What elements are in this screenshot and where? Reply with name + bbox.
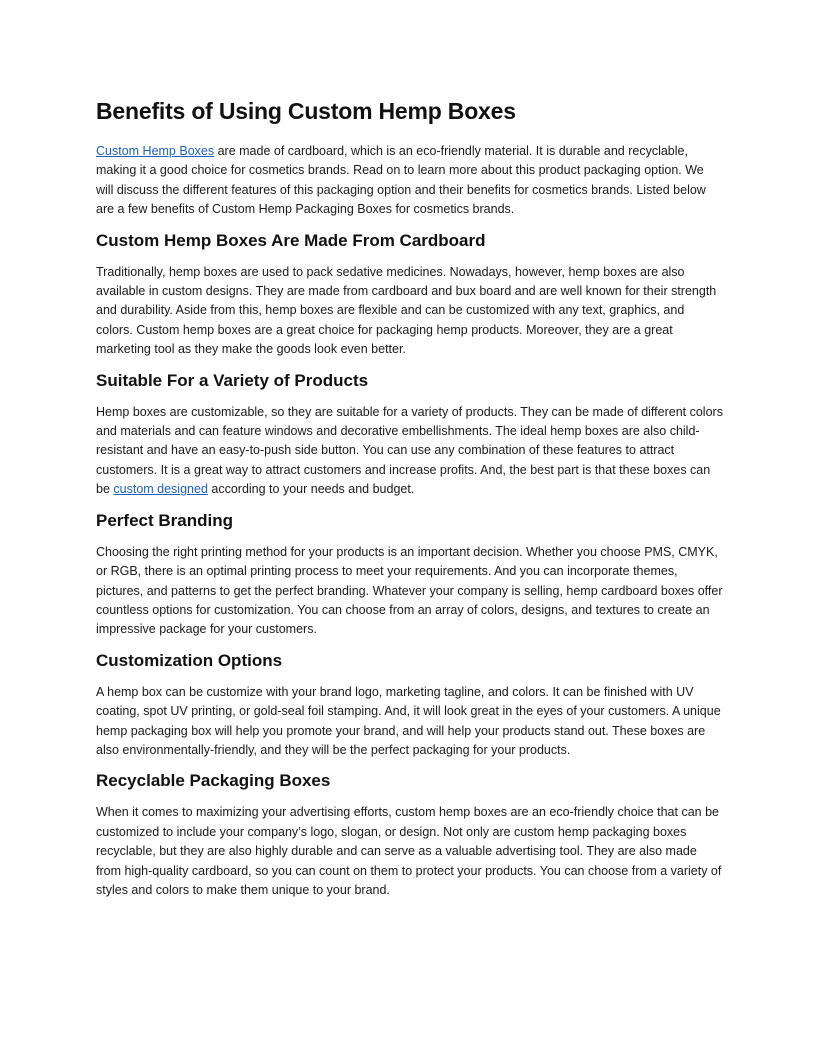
custom-designed-link[interactable]: custom designed	[113, 482, 208, 497]
section-heading: Custom Hemp Boxes Are Made From Cardboard	[96, 230, 486, 250]
paragraph-text-before-link: Hemp boxes are customizable, so they are suitable for a variety of products. They can be made of different colors and materials and can feature windows and decorative embellishments. The ideal hemp boxes are also child-resistant and have an easy-to-push side button. You can use any combination of these features to attract customers. It is a great way to attract customers and increase profits. And, the best part is that these boxes can be	[96, 404, 723, 497]
section-customization-options	[96, 650, 724, 761]
section-recyclable-packaging	[96, 770, 724, 900]
document-page	[96, 96, 724, 910]
section-variety-of-products	[96, 370, 724, 500]
intro-paragraph	[96, 142, 724, 220]
section-paragraph: Choosing the right printing method for your products is an important decision. Whether you choose PMS, CMYK, or RGB, there is an optimal printing process to meet your requirements. And you can incorporate themes, pictures, and patterns to get the perfect branding. Whatever your company is selling, hemp cardboard boxes offer countless options for customization. You can choose from an array of colors, designs, and textures to create an impressive package for your customers.	[96, 544, 723, 637]
intro-text: are made of cardboard, which is an eco-friendly material. It is durable and recyclable, making it a good choice for cosmetics brands. Read on to learn more about this product packaging option. We will discuss the different features of this packaging option and their benefits for cosmetics brands. Listed below are a few benefits of Custom Hemp Packaging Boxes for cosmetics brands.	[96, 144, 706, 217]
section-heading: Suitable For a Variety of Products	[96, 370, 369, 390]
section-paragraph	[96, 403, 724, 500]
page-title: Benefits of Using Custom Hemp Boxes	[96, 98, 516, 124]
section-heading: Customization Options	[96, 650, 283, 670]
section-heading: Perfect Branding	[96, 510, 233, 530]
section-made-from-cardboard	[96, 230, 724, 360]
section-paragraph: A hemp box can be customize with your brand logo, marketing tagline, and colors. It can be finished with UV coating, spot UV printing, or gold-seal foil stamping. And, it will look great in the eyes of your customers. A unique hemp packaging box will help you promote your brand, and will help your products stand out. These boxes are also environmentally-friendly, and they will be the perfect packaging for your products.	[96, 684, 721, 757]
section-heading: Recyclable Packaging Boxes	[96, 771, 331, 791]
section-paragraph: When it comes to maximizing your advertising efforts, custom hemp boxes are an eco-friendly choice that can be customized to include your company’s logo, slogan, or design. Not only are custom hemp packaging boxes recyclable, but they are also highly durable and can serve as a valuable advertising tool. They are also made from high-quality cardboard, so you can count on them to protect your products. You can choose from a variety of styles and colors to make them unique to your brand.	[96, 805, 722, 897]
custom-hemp-boxes-link[interactable]: Custom Hemp Boxes	[96, 144, 215, 158]
section-paragraph: Traditionally, hemp boxes are used to pack sedative medicines. Nowadays, however, hemp boxes are also available in custom designs. They are made from cardboard and bux board and are well known for their strength and durability. Aside from this, hemp boxes are flexible and can be customized with any text, graphics, and colors. Custom hemp boxes are a great choice for packaging hemp products. Moreover, they are a great marketing tool as they make the goods look even better.	[96, 264, 717, 357]
section-perfect-branding	[96, 510, 724, 640]
paragraph-text-after-link: according to your needs and budget.	[207, 482, 415, 497]
